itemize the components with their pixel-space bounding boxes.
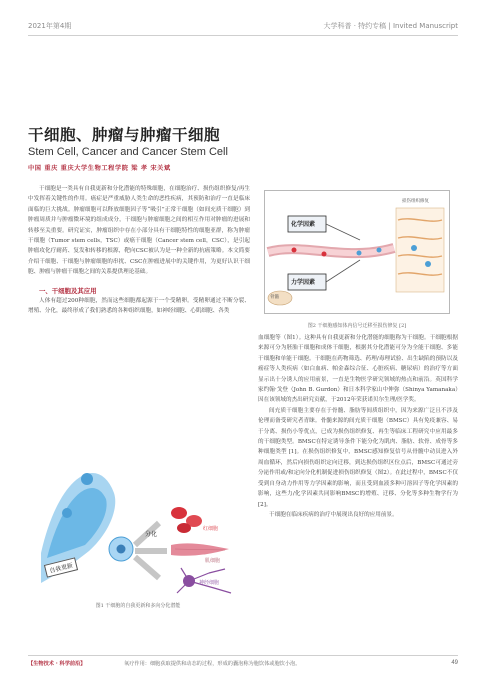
- right-text-column: [258, 333, 458, 520]
- red-blood-cell-label: 红细胞: [203, 526, 219, 532]
- left-paragraph-body: 人体有超过200种细胞，然而这些细胞都起源于一个受精卵。受精卵通过不断分裂、增殖、分化，最终形成了我们熟悉的各种组织细胞，如神经细胞、心肌细胞、各类: [28, 298, 250, 315]
- figure-1: [39, 433, 238, 600]
- figure-1-caption: 图1 干细胞的自我更新和多向分化潜能: [95, 603, 181, 609]
- muscle-cell-label: 肌细胞: [205, 558, 221, 564]
- differentiation-label: 分化: [145, 531, 158, 538]
- left-paragraph-intro: 干细胞是一类具有自我更新和分化潜能的特殊细胞，在细胞治疗、损伤组织修复/再生中发挥着关键性的作用。癌症是严重威胁人类生命的恶性疾病，其预防和治疗一直是临床面临的巨大挑战。肿瘤细胞可以释放细胞因子等“吸引”正常干细胞（如间充质干细胞）到肿瘤周质并与肿瘤微环境的组成成分，干细胞与肿瘤细胞之间的相互作用对肿瘤的进展和转移至关重要。研究证实，肿瘤组织中存在小部分具有干细胞特性的细胞亚群，称为肿瘤干细胞（Tumor stem cells，TSC）或癌干细胞（Cancer stem cell，CSC），是引起肿瘤攻化疗耐药、复发和转移的根源，靶向CSC被认为是一种全新的抗癌策略。本文简要介绍干细胞、干细胞与肿瘤细胞的串扰、CSC在肿瘤进展中的关键作用，为更好认识干细胞、肿瘤与肿瘤干细胞之间的关系提供理论基础。: [28, 186, 250, 276]
- article-authors: 中国 重庆 重庆大学生物工程学院 梁 孝 宋关斌: [28, 165, 171, 172]
- footer-divider: [28, 655, 458, 656]
- article-title-en: Stem Cell, Cancer and Cancer Stem Cell: [28, 146, 228, 158]
- issue-label: 2021年第4期: [28, 22, 72, 30]
- footer-note: 氧疗作用：细胞获取提供和动态的过程，形成的囊泡称为胞饮体或胞饮小泡。: [124, 661, 301, 667]
- header-divider: [28, 35, 458, 36]
- figure-2-caption: 图2 干细胞感知体内信号迁移至损伤修复 [2]: [307, 323, 407, 329]
- self-renewal-label: 自我更新: [44, 557, 78, 577]
- article-title-cn: 干细胞、肿瘤与肿瘤干细胞: [28, 126, 221, 144]
- page-number: 49: [451, 660, 458, 666]
- nerve-cell-label: 神经细胞: [199, 580, 220, 586]
- stem-cell-migration-diagram: [264, 190, 450, 314]
- figure-2: [264, 190, 450, 314]
- right-paragraph-1: 血细胞等（图1）。这种具有自我更新和分化潜能的细胞称为干细胞。干细胞根据来源可分为胚胎干细胞和成体干细胞，根据其分化潜能可分为全能干细胞、多能干细胞和单能干细胞。干细胞在药物筛选、药理/毒理试验、出生缺陷的预防以及癌症等人类疾病（如白血病、帕金森综合征、心脏疾病、糖尿病）的治疗等方面显示出十分诱人的应用前景，一直是生物医学研究领域的热点和前沿。英国科学家约翰·戈登（John B. Gurdon）和日本科学家山中伸弥（Shinya Yamanaka）因在该领域的杰出研究贡献，于2012年荣获诺贝尔生理/医学奖。: [258, 335, 458, 404]
- bone-marrow-label: 骨髓: [270, 295, 279, 300]
- left-text-column: [28, 184, 250, 317]
- right-paragraph-2: 间充质干细胞主要存在于骨髓、脂肪等间质组织中，因为来源广泛且不涉及伦理而备受研究者青睐。骨髓来源的间充质干细胞（BMSC）具有免疫兼容、易于分离、损伤小等优点，已成为损伤组织修复、再生等临床工程研究中应用最多的干细胞类型。BMSC在特定诱导条件下能分化为肌肉、脂肪、软骨、成骨等多种细胞类型 [1]。在损伤组织修复中，BMSC感知修复信号从骨髓中动员进入外周血循环，然后向损伤组织定向迁移，到达损伤组织区位点后，BMSC可通过旁分泌作用或/和定向分化机制促进损伤组织修复（图2）。在此过程中，BMSC不仅受到自身动力作用等力学因素的影响，而且受到血液多种可溶因子等化学因素的影响，这些力/化学因素共同影响BMSC的增殖、迁移、分化等多种生物学行为 [2]。: [258, 407, 458, 508]
- section-heading: 一、干细胞及其应用: [39, 286, 97, 295]
- journal-label: 大学科普 · 特约专稿 | Invited Manuscript: [323, 22, 458, 30]
- damaged-tissue-label: 损伤组织修复: [402, 199, 429, 204]
- stem-cell-differentiation-illustration: [39, 433, 238, 600]
- mechanical-factors-label: 力学因素: [291, 279, 316, 286]
- chemical-factors-label: 化学因素: [291, 221, 316, 228]
- footer-column-label: 【生物技术 · 科学前沿】: [28, 661, 86, 667]
- right-paragraph-3: 干细胞在临床疾病的治疗中展现出良好的应用前景。: [269, 511, 398, 518]
